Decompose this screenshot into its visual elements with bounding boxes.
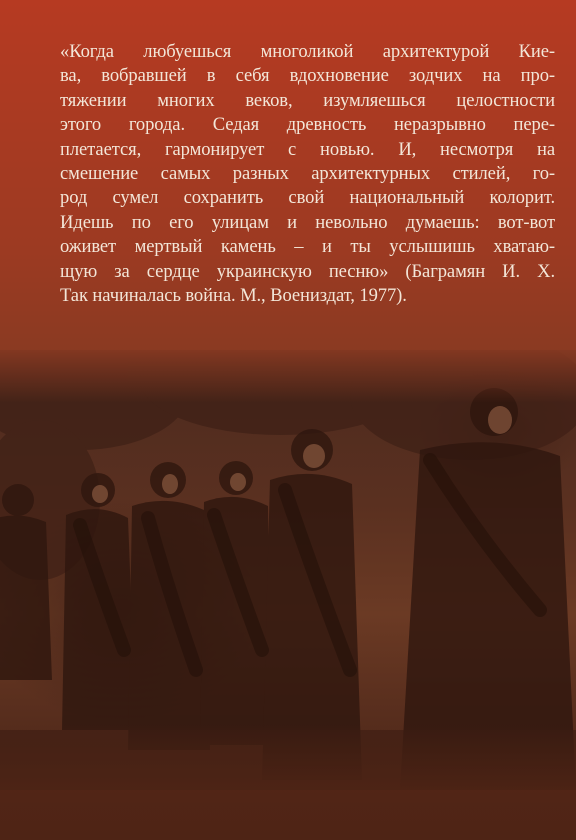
quote-line: тяжении многих веков, изумляешься целостности bbox=[60, 89, 555, 111]
quote-line: оживет мертвый камень – и ты услышишь хватаю- bbox=[60, 236, 555, 258]
quote-line: этого города. Седая древность неразрывно пере- bbox=[60, 114, 555, 136]
soldiers-photo-illustration bbox=[0, 350, 576, 790]
quote-text-block bbox=[60, 40, 555, 308]
quote-line: щую за сердце украинскую песню» (Баграмян И. Х. bbox=[60, 260, 555, 282]
quote-line: род сумел сохранить свой национальный колорит. bbox=[60, 187, 555, 209]
soldiers-photo bbox=[0, 350, 576, 790]
quote-line: Так начиналась война. М., Воениздат, 1977). bbox=[60, 285, 407, 307]
quote-line: смешение самых разных архитектурных стилей, го- bbox=[60, 163, 555, 185]
quote-line: Идешь по его улицам и невольно думаешь: вот-вот bbox=[60, 211, 555, 233]
quote-line: ва, вобравшей в себя вдохновение зодчих на про- bbox=[60, 65, 555, 87]
quote-line: «Когда любуешься многоликой архитектурой Кие- bbox=[60, 41, 555, 62]
quote-line: плетается, гармонирует с новью. И, несмотря на bbox=[60, 138, 555, 160]
